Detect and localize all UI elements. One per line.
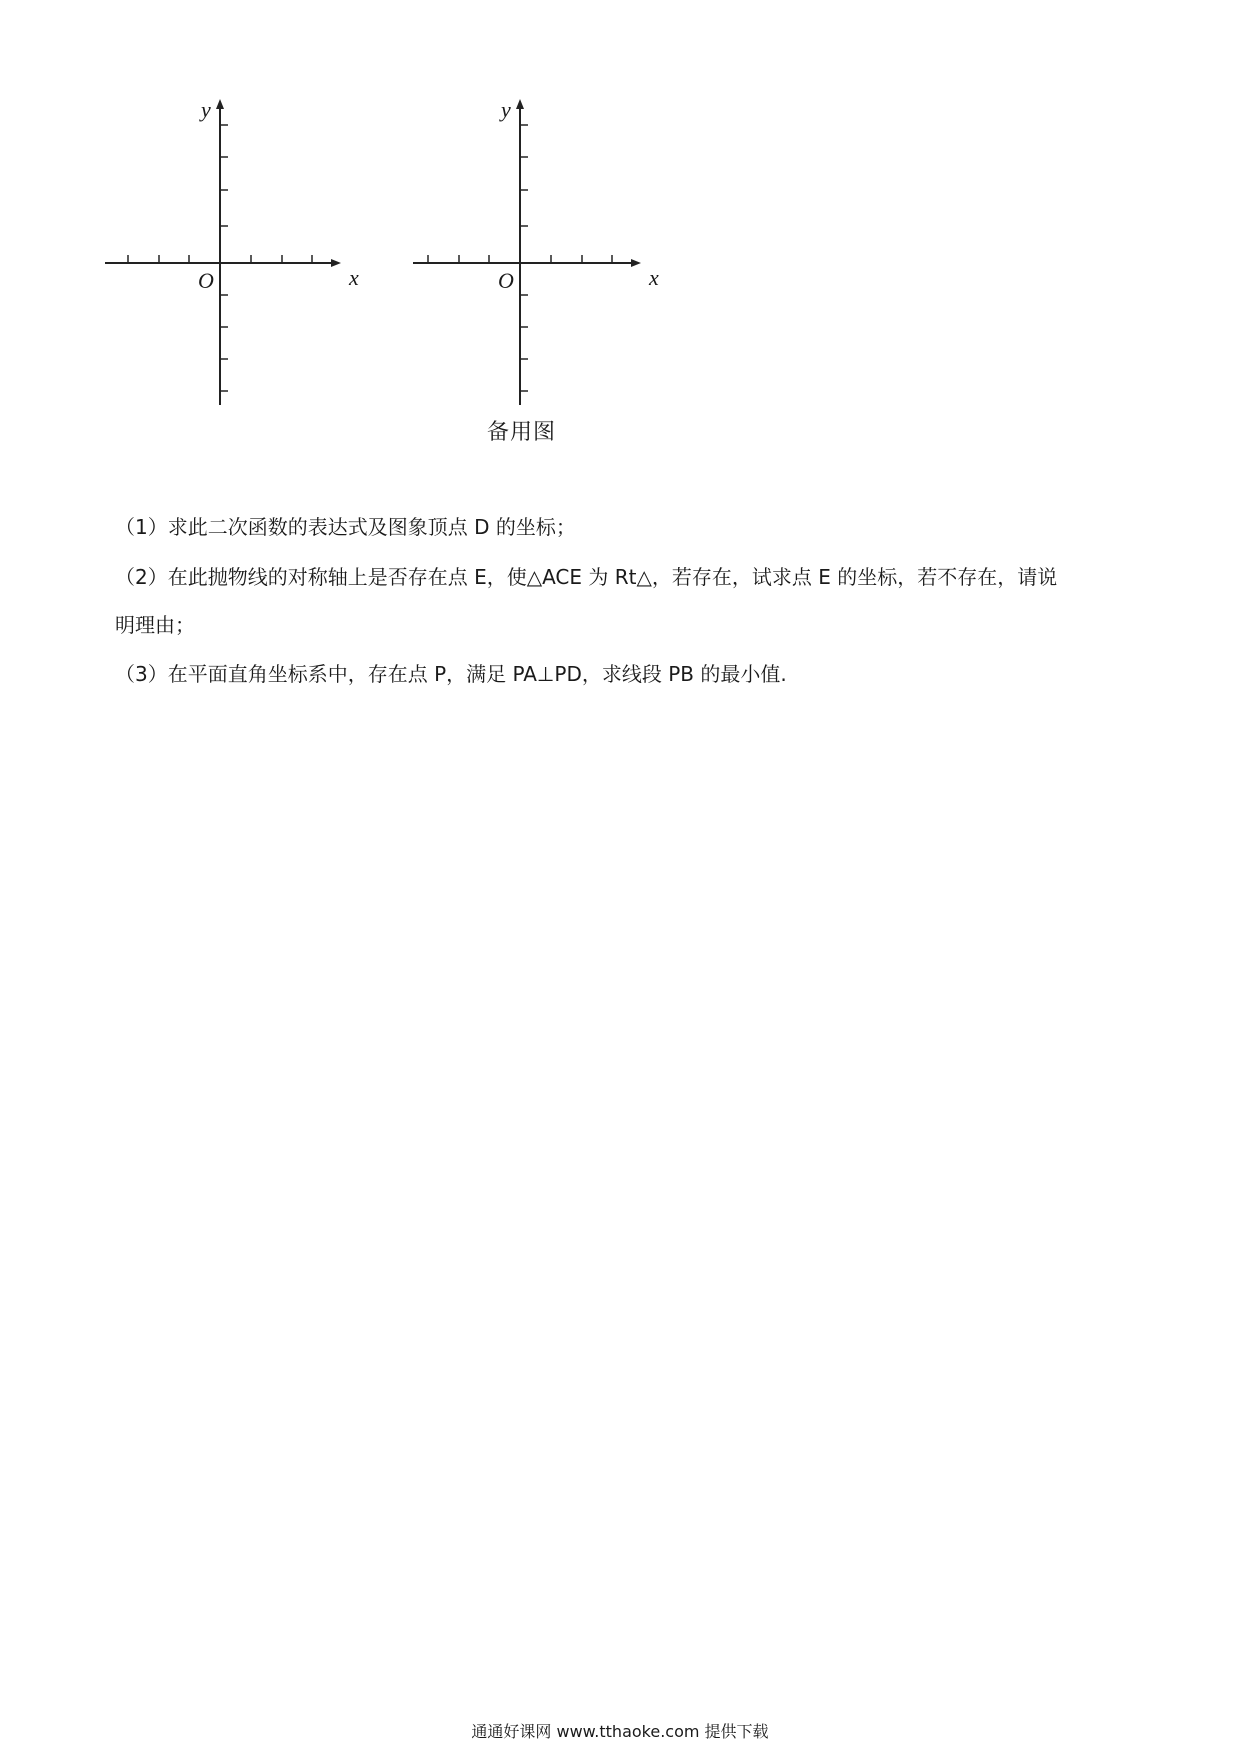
- left-origin-label: O: [198, 268, 214, 293]
- left-x-axis-label: x: [349, 265, 359, 290]
- page-footer: 通通好课网 www.tthaoke.com 提供下载: [471, 1722, 769, 1741]
- question-1: （1）求此二次函数的表达式及图象顶点 D 的坐标；: [115, 515, 576, 539]
- right-origin-label: O: [498, 268, 514, 293]
- coordinate-axes-svg: [105, 95, 685, 455]
- right-coordinate-axes: [413, 97, 659, 405]
- left-y-axis-label: y: [201, 97, 211, 122]
- right-y-axis-label: y: [501, 97, 511, 122]
- right-x-axis-label: x: [649, 265, 659, 290]
- question-3: （3）在平面直角坐标系中，存在点 P，满足 PA⊥PD，求线段 PB 的最小值.: [115, 662, 787, 686]
- figure-caption: 备用图: [487, 420, 557, 445]
- question-2-continued: 明理由；: [115, 613, 195, 637]
- coordinate-figures: [105, 95, 685, 455]
- question-2: （2）在此抛物线的对称轴上是否存在点 E，使△ACE 为 Rt△，若存在，试求点 E 的坐标，若不存在，请说: [115, 565, 1058, 589]
- left-coordinate-axes: [105, 97, 359, 405]
